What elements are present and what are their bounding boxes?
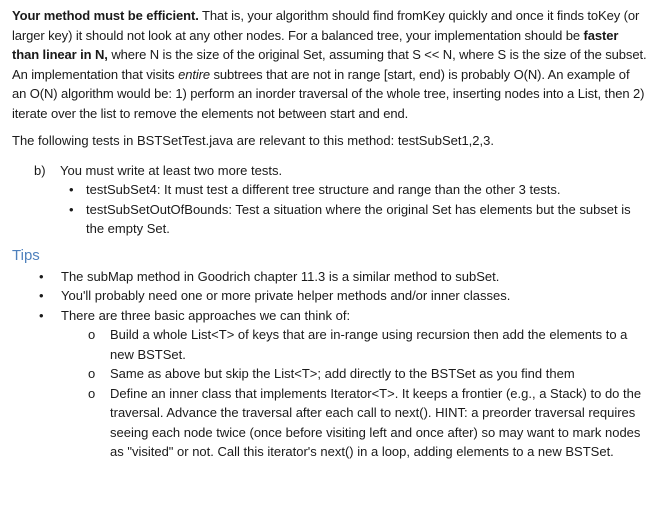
list-item-b — [12, 161, 647, 181]
efficiency-paragraph — [12, 6, 647, 123]
list-item — [12, 267, 647, 287]
list-item — [12, 286, 647, 306]
entire-emphasis: entire — [178, 66, 210, 82]
list-item-text: Same as above but skip the List<T>; add directly to the BSTSet as you find them — [110, 366, 575, 381]
list-item-text: testSubSet4: It must test a different tree structure and range than the other 3 tests. — [86, 182, 561, 197]
list-item — [12, 306, 647, 326]
efficiency-text-3: subtrees that are not in range [start, end) is probably O(N). An example of an O(N) algorithm would be: 1) perform an inorder traversal of the whole tree, inserting nodes into a List, then 2) iterate over the list to remove the elements not between start and end. — [12, 66, 645, 121]
list-item — [12, 200, 647, 239]
bullet-icon: • — [39, 268, 44, 284]
list-marker: b) — [34, 162, 46, 178]
bullet-icon: • — [39, 288, 44, 303]
list-item-text: You must write at least two more tests. — [60, 162, 283, 178]
list-item-text: The subMap method in Goodrich chapter 11.3 is a similar method to subSet. — [61, 268, 500, 284]
bullet-icon: • — [39, 307, 44, 323]
tests-paragraph: The following tests in BSTSetTest.java are relevant to this method: testSubSet1,2,3. — [12, 133, 494, 148]
list-item-text: Define an inner class that implements Iterator<T>. It keeps a frontier (e.g., a Stack) to do the traversal. Advance the traversal after each call to next(). HINT: a preorder traversal requires seeing each node twice (once before visiting left and once after) so may want to mark nodes as "visited" or not. Call this iterator's next() in a loop, adding elements to a new BSTSet. — [110, 385, 642, 459]
bullet-icon: • — [69, 201, 74, 217]
linear-emphasis: faster than linear in N, — [12, 27, 619, 62]
list-item-text: Build a whole List<T> of keys that are in-range using recursion then add the elements to a new BSTSet. — [110, 327, 628, 362]
list-item-text: You'll probably need one or more private helper methods and/or inner classes. — [61, 288, 511, 303]
efficiency-text-1: That is, your algorithm should find fromKey quickly and once it finds toKey (or larger key) it should not look at any other nodes. For a balanced tree, your implementation should be — [12, 8, 640, 43]
circle-bullet-icon: o — [88, 327, 96, 342]
list-item-text: testSubSetOutOfBounds: Test a situation where the original Set has elements but the subset is the empty Set. — [86, 201, 631, 236]
sub-list-item — [12, 364, 647, 384]
sub-list-item — [12, 384, 647, 462]
tips-heading: Tips — [12, 246, 40, 264]
list-item — [12, 180, 647, 200]
efficiency-text-2: where N is the size of the original Set, assuming that S << N, where S is the size of the subset. An implementation that visits — [12, 47, 647, 82]
circle-bullet-icon: o — [88, 366, 96, 381]
sub-list-item — [12, 325, 647, 364]
efficiency-emphasis: Your method must be efficient. — [12, 8, 199, 23]
circle-bullet-icon: o — [88, 385, 96, 401]
list-item-text: There are three basic approaches we can think of: — [61, 307, 351, 323]
bullet-icon: • — [69, 182, 74, 197]
